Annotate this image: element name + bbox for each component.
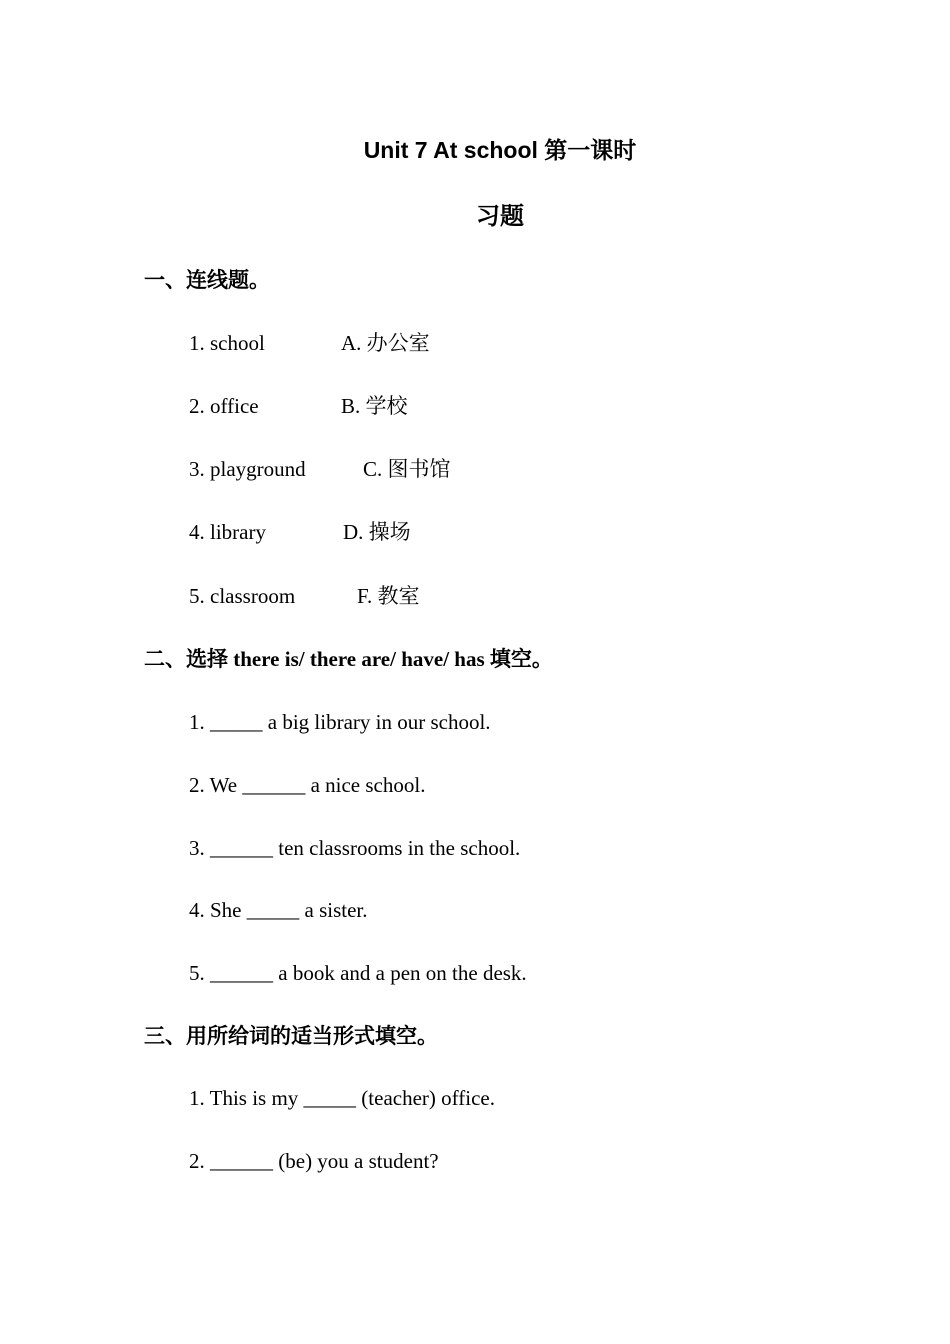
section-3-heading: 三、用所给词的适当形式填空。 [144,1024,438,1048]
match-meaning: B. 学校 [341,394,408,418]
match-meaning: D. 操场 [343,520,411,544]
match-row-2 [189,392,589,420]
exercise-line: 3. ______ ten classrooms in the school. [189,836,521,860]
match-word: 5. classroom [189,584,296,608]
match-word: 1. school [189,331,265,355]
match-word: 4. library [189,520,266,544]
match-word: 2. office [189,394,259,418]
exercise-line: 2. We ______ a nice school. [189,773,426,797]
page-subtitle: 习题 [476,203,524,230]
section-1-heading: 一、连线题。 [144,268,270,292]
match-meaning: A. 办公室 [341,331,430,355]
exercise-line: 4. She _____ a sister. [189,898,368,922]
exercise-line: 2. ______ (be) you a student? [189,1149,439,1173]
match-row-5 [189,582,589,610]
exercise-line: 5. ______ a book and a pen on the desk. [189,961,527,985]
match-row-3 [189,455,589,483]
match-meaning: F. 教室 [357,584,420,608]
page-title: Unit 7 At school 第一课时 [363,137,637,163]
exercise-line: 1. _____ a big library in our school. [189,710,491,734]
section-2-heading: 二、选择 there is/ there are/ have/ has 填空。 [144,647,553,671]
match-row-4 [189,518,589,546]
exercise-line: 1. This is my _____ (teacher) office. [189,1086,495,1110]
match-word: 3. playground [189,457,306,481]
match-row-1 [189,329,589,357]
match-meaning: C. 图书馆 [363,457,451,481]
